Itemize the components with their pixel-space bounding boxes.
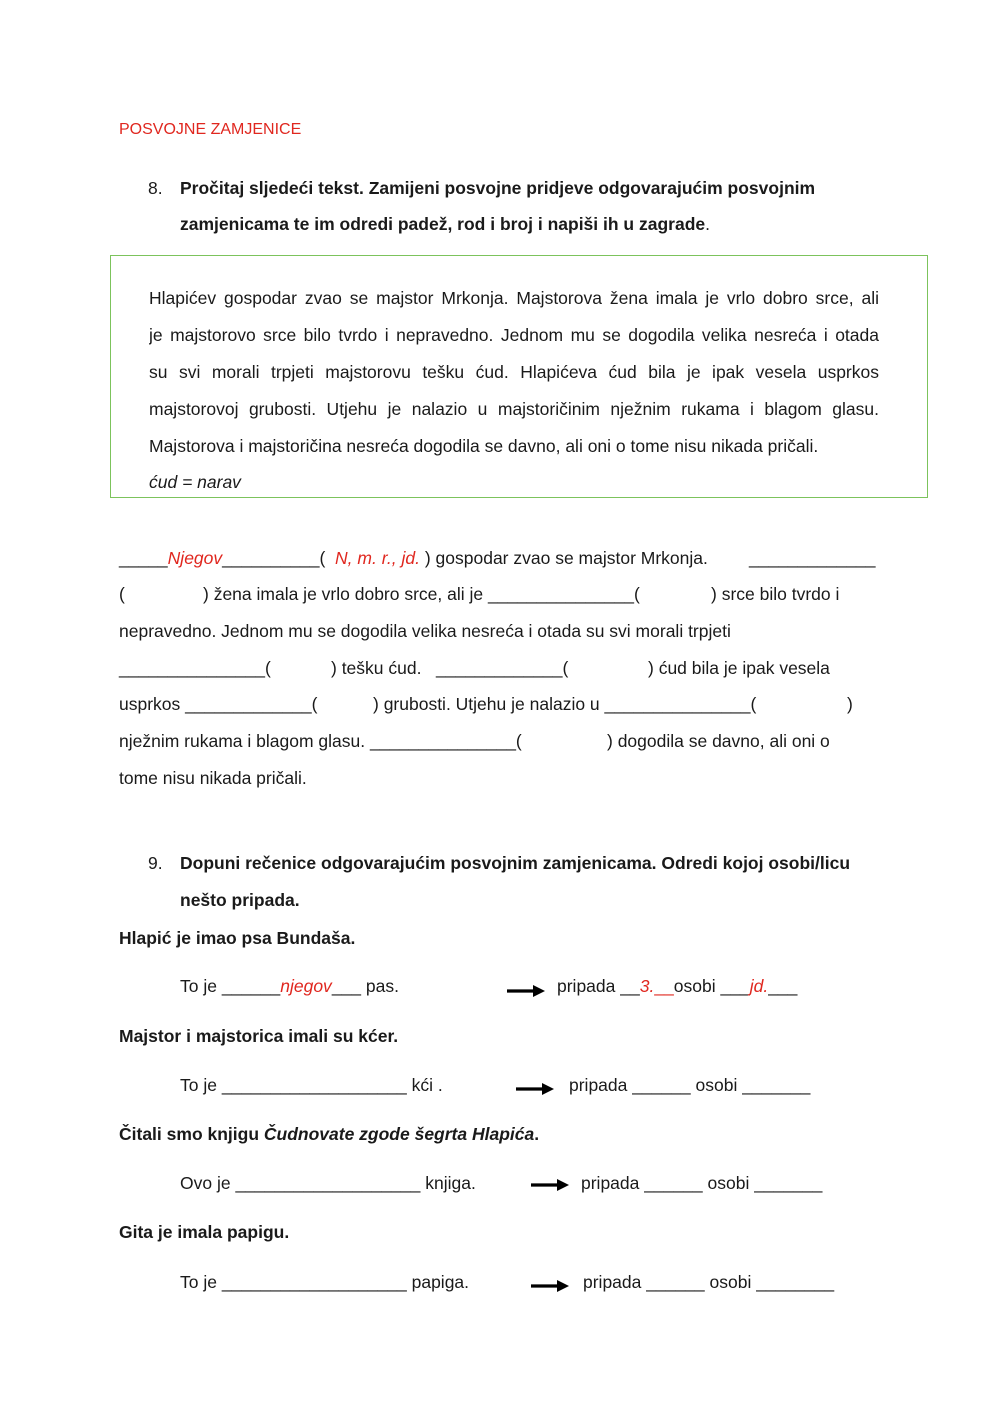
item-2-belongs[interactable]: pripada ______ osobi _______: [569, 1075, 811, 1095]
story-line-1: Hlapićev gospodar zvao se majstor Mrkonja. Majstorova žena imala je vrlo dobro srce, ali: [149, 288, 879, 308]
item-2-sentence[interactable]: To je ___________________ kći .: [180, 1075, 443, 1095]
exercise-line-3: nepravedno. Jednom mu se dogodila velika nesreća i otada su svi morali trpjeti: [119, 621, 731, 641]
blank-2[interactable]: _____________: [749, 548, 876, 568]
blank-6[interactable]: usprkos _____________(: [119, 694, 318, 714]
arrow-right-icon: [531, 1279, 569, 1293]
item-3-belongs[interactable]: pripada ______ osobi _______: [581, 1173, 823, 1193]
section-title: POSVOJNE ZAMJENICE: [119, 121, 302, 138]
item-1-person-post: __: [654, 976, 674, 996]
blank-1-answer[interactable]: Njegov: [167, 548, 223, 568]
arrow-right-icon: [531, 1178, 569, 1192]
arrow-right-icon: [516, 1082, 554, 1096]
item-4-prompt: Gita je imala papigu.: [119, 1222, 290, 1242]
item-1-prompt: Hlapić je imao psa Bundaša.: [119, 928, 356, 948]
blank-7[interactable]: ) grubosti. Utjehu je nalazio u _______________(: [373, 694, 757, 714]
exercise-text-3: ) srce bilo tvrdo i: [711, 584, 840, 604]
q9-instruction-line1: Dopuni rečenice odgovarajućim posvojnim zamjenicama. Odredi kojoj osobi/licu: [180, 853, 851, 873]
paren-2-open[interactable]: (: [119, 584, 125, 604]
item-2-prompt: Majstor i majstorica imali su kćer.: [119, 1026, 399, 1046]
item-1-belongs: [557, 976, 797, 997]
arrow-right-icon: [507, 984, 545, 998]
item-3-prompt-period: .: [534, 1124, 540, 1144]
exercise-text-5: ) ćud bila je ipak vesela: [648, 658, 830, 678]
story-line-5: Majstorova i majstoričina nesreća dogodila se davno, ali oni o tome nisu nikada pričali.: [149, 436, 819, 456]
blank-4[interactable]: _______________(: [119, 658, 271, 678]
item-1-answer[interactable]: njegov: [280, 976, 332, 996]
q8-instruction-line1: Pročitaj sljedeći tekst. Zamijeni posvojne pridjeve odgovarajućim posvojnim: [180, 178, 816, 198]
q8-instruction-line2: [180, 214, 710, 235]
exercise-text-2[interactable]: ) žena imala je vrlo dobro srce, ali je _______________(: [203, 584, 640, 604]
item-1-person-pre: pripada __: [557, 976, 640, 996]
blank-5[interactable]: _____________(: [436, 658, 569, 678]
item-1-number-answer[interactable]: jd.: [749, 976, 769, 996]
item-3-book-title: Čudnovate zgode šegrta Hlapića: [263, 1124, 535, 1144]
blank-1-mid: _: [222, 548, 232, 568]
paren-7-close: ): [847, 694, 853, 714]
item-4-sentence[interactable]: To je ___________________ papiga.: [180, 1272, 470, 1292]
q8-number: 8.: [148, 178, 163, 198]
story-line-4: majstorovoj grubosti. Utjehu je nalazio u majstoričinim nježnim rukama i blagom glasu.: [149, 399, 879, 419]
item-3-prompt-text: Čitali smo knjigu: [119, 1124, 264, 1144]
item-1-number-pre: osobi ___: [673, 976, 750, 996]
case-1-answer[interactable]: N, m. r., jd.: [335, 548, 420, 568]
blank-1-post: _________(: [231, 548, 326, 568]
exercise-text-1: ) gospodar zvao se majstor Mrkonja.: [424, 548, 708, 568]
item-1-sentence: [180, 976, 399, 997]
q8-instruction-line2-text: zamjenicama te im odredi padež, rod i broj i napiši ih u zagrade: [180, 214, 706, 234]
exercise-line-7: tome nisu nikada pričali.: [119, 768, 307, 788]
q8-instruction-line2-period: .: [705, 214, 710, 234]
story-line-2: je majstorovo srce bilo tvrdo i nepravedno. Jednom mu se dogodila velika nesreća i otada: [149, 325, 879, 345]
story-line-3: su svi morali trpjeti majstorovu tešku ćud. Hlapićeva ćud bila je ipak vesela usprkos: [149, 362, 879, 382]
item-1-number-post: ___: [768, 976, 798, 996]
item-1-blank-pre: To je ______: [180, 976, 281, 996]
item-4-belongs[interactable]: pripada ______ osobi ________: [583, 1272, 835, 1292]
exercise-line-1: [119, 548, 708, 569]
item-1-person-answer[interactable]: 3.: [639, 976, 655, 996]
q9-number: 9.: [148, 853, 163, 873]
exercise-text-8: ) dogodila se davno, ali oni o: [607, 731, 830, 751]
exercise-text-4: ) tešku ćud.: [331, 658, 422, 678]
blank-8[interactable]: nježnim rukama i blagom glasu. _______________(: [119, 731, 522, 751]
q9-instruction-line2: nešto pripada.: [180, 890, 300, 910]
item-1-blank-post: ___ pas.: [331, 976, 399, 996]
item-3-prompt: [119, 1124, 539, 1145]
item-3-sentence[interactable]: Ovo je ___________________ knjiga.: [180, 1173, 476, 1193]
story-note: ćud = narav: [149, 472, 241, 492]
blank-1-pre: _____: [119, 548, 168, 568]
